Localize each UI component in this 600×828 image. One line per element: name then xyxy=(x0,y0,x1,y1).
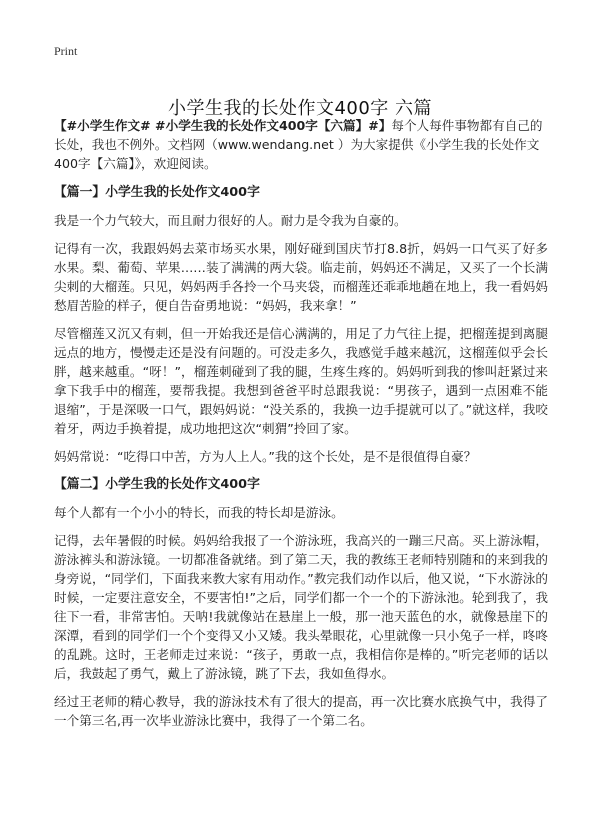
paragraph: 每个人都有一个小小的特长，而我的特长却是游泳。 xyxy=(54,505,344,520)
section-heading: 【篇一】小学生我的长处作文400字 xyxy=(54,185,260,200)
paragraph: 经过王老师的精心教导，我的游泳技术有了很大的提高，再一次比赛水底换气中，我得了一个第三名,再一次毕业游泳比赛中，我得了一个第二名。 xyxy=(54,694,548,728)
document-title: 小学生我的长处作文400字 六篇 xyxy=(167,98,433,120)
paragraph: 妈妈常说：“吃得口中苦，方为人上人。”我的这个长处，是不是很值得自豪？ xyxy=(54,449,477,464)
paragraph: 记得有一次，我跟妈妈去菜市场买水果，刚好碰到国庆节打8.8折，妈妈一口气买了好多水果。梨、葡萄、苹果……装了满满的两大袋。临走前，妈妈还不满足，又买了一个长满尖刺的大榴莲。只见，妈妈两手各拎一个马夹袋，而榴莲还乖乖地趟在地上，我一看妈妈愁眉苦脸的样子，便自告奋勇地说：“妈妈，我来拿！” xyxy=(54,241,548,313)
section-1 xyxy=(54,183,548,466)
paragraph: 尽管榴莲又沉又有刺，但一开始我还是信心满满的，用足了力气往上提，把榴莲提到离腿远点的地方，慢慢走还是没有问题的。可没走多久，我感觉手越来越沉，这榴莲似乎会长胖，越来越重。“呀！”，榴莲刺碰到了我的腿，生疼生疼的。妈妈听到我的惨叫赶紧过来拿下我手中的榴莲，要帮我提。我想到爸爸平时总跟我说：“男孩子，遇到一点困难不能退缩”，于是深吸一口气，跟妈妈说：“没关系的，我换一边手提就可以了。”就这样，我咬着牙，两边手换着提，成功地把这次“刺猬”拎回了家。 xyxy=(54,326,548,436)
intro-paragraph xyxy=(54,116,548,173)
print-link[interactable]: Print xyxy=(54,44,78,58)
intro-body: 每个人每件事物都有自己的长处，我也不例外。文档网（www.wendang.net ）为大家提供《小学生我的长处作文400字【六篇】》，欢迎阅读。 xyxy=(54,118,543,171)
document-body xyxy=(54,116,548,739)
section-heading: 【篇二】小学生我的长处作文400字 xyxy=(54,477,260,492)
intro-lead: 【#小学生作文# #小学生我的长处作文400字【六篇】#】 xyxy=(54,118,392,133)
paragraph: 记得，去年暑假的时候。妈妈给我报了一个游泳班，我高兴的一蹦三尺高。买上游泳帽，游泳裤头和游泳镜。一切都准备就绪。到了第二天，我的教练王老师特别随和的来到我的身旁说，“同学们，下面我来教大家有用动作。”教完我们动作以后，他又说，“下水游泳的时候，一定要注意安全，不要害怕!”之后，同学们都一个一个的下游泳池。轮到我了，我往下一看，非常害怕。天呐!我就像站在悬崖上一般，那一池天蓝色的水，就像悬崖下的深潭，看到的同学们一个个变得又小又矮。我头晕眼花，心里就像一只小兔子一样，咚咚的乱跳。这时，王老师走过来说：“孩子，勇敢一点，我相信你是棒的。”听完老师的话以后，我鼓起了勇气，戴上了游泳镜，跳了下去，我如鱼得水。 xyxy=(54,533,548,681)
section-2 xyxy=(54,475,548,730)
paragraph: 我是一个力气较大，而且耐力很好的人。耐力是令我为自豪的。 xyxy=(54,213,407,228)
